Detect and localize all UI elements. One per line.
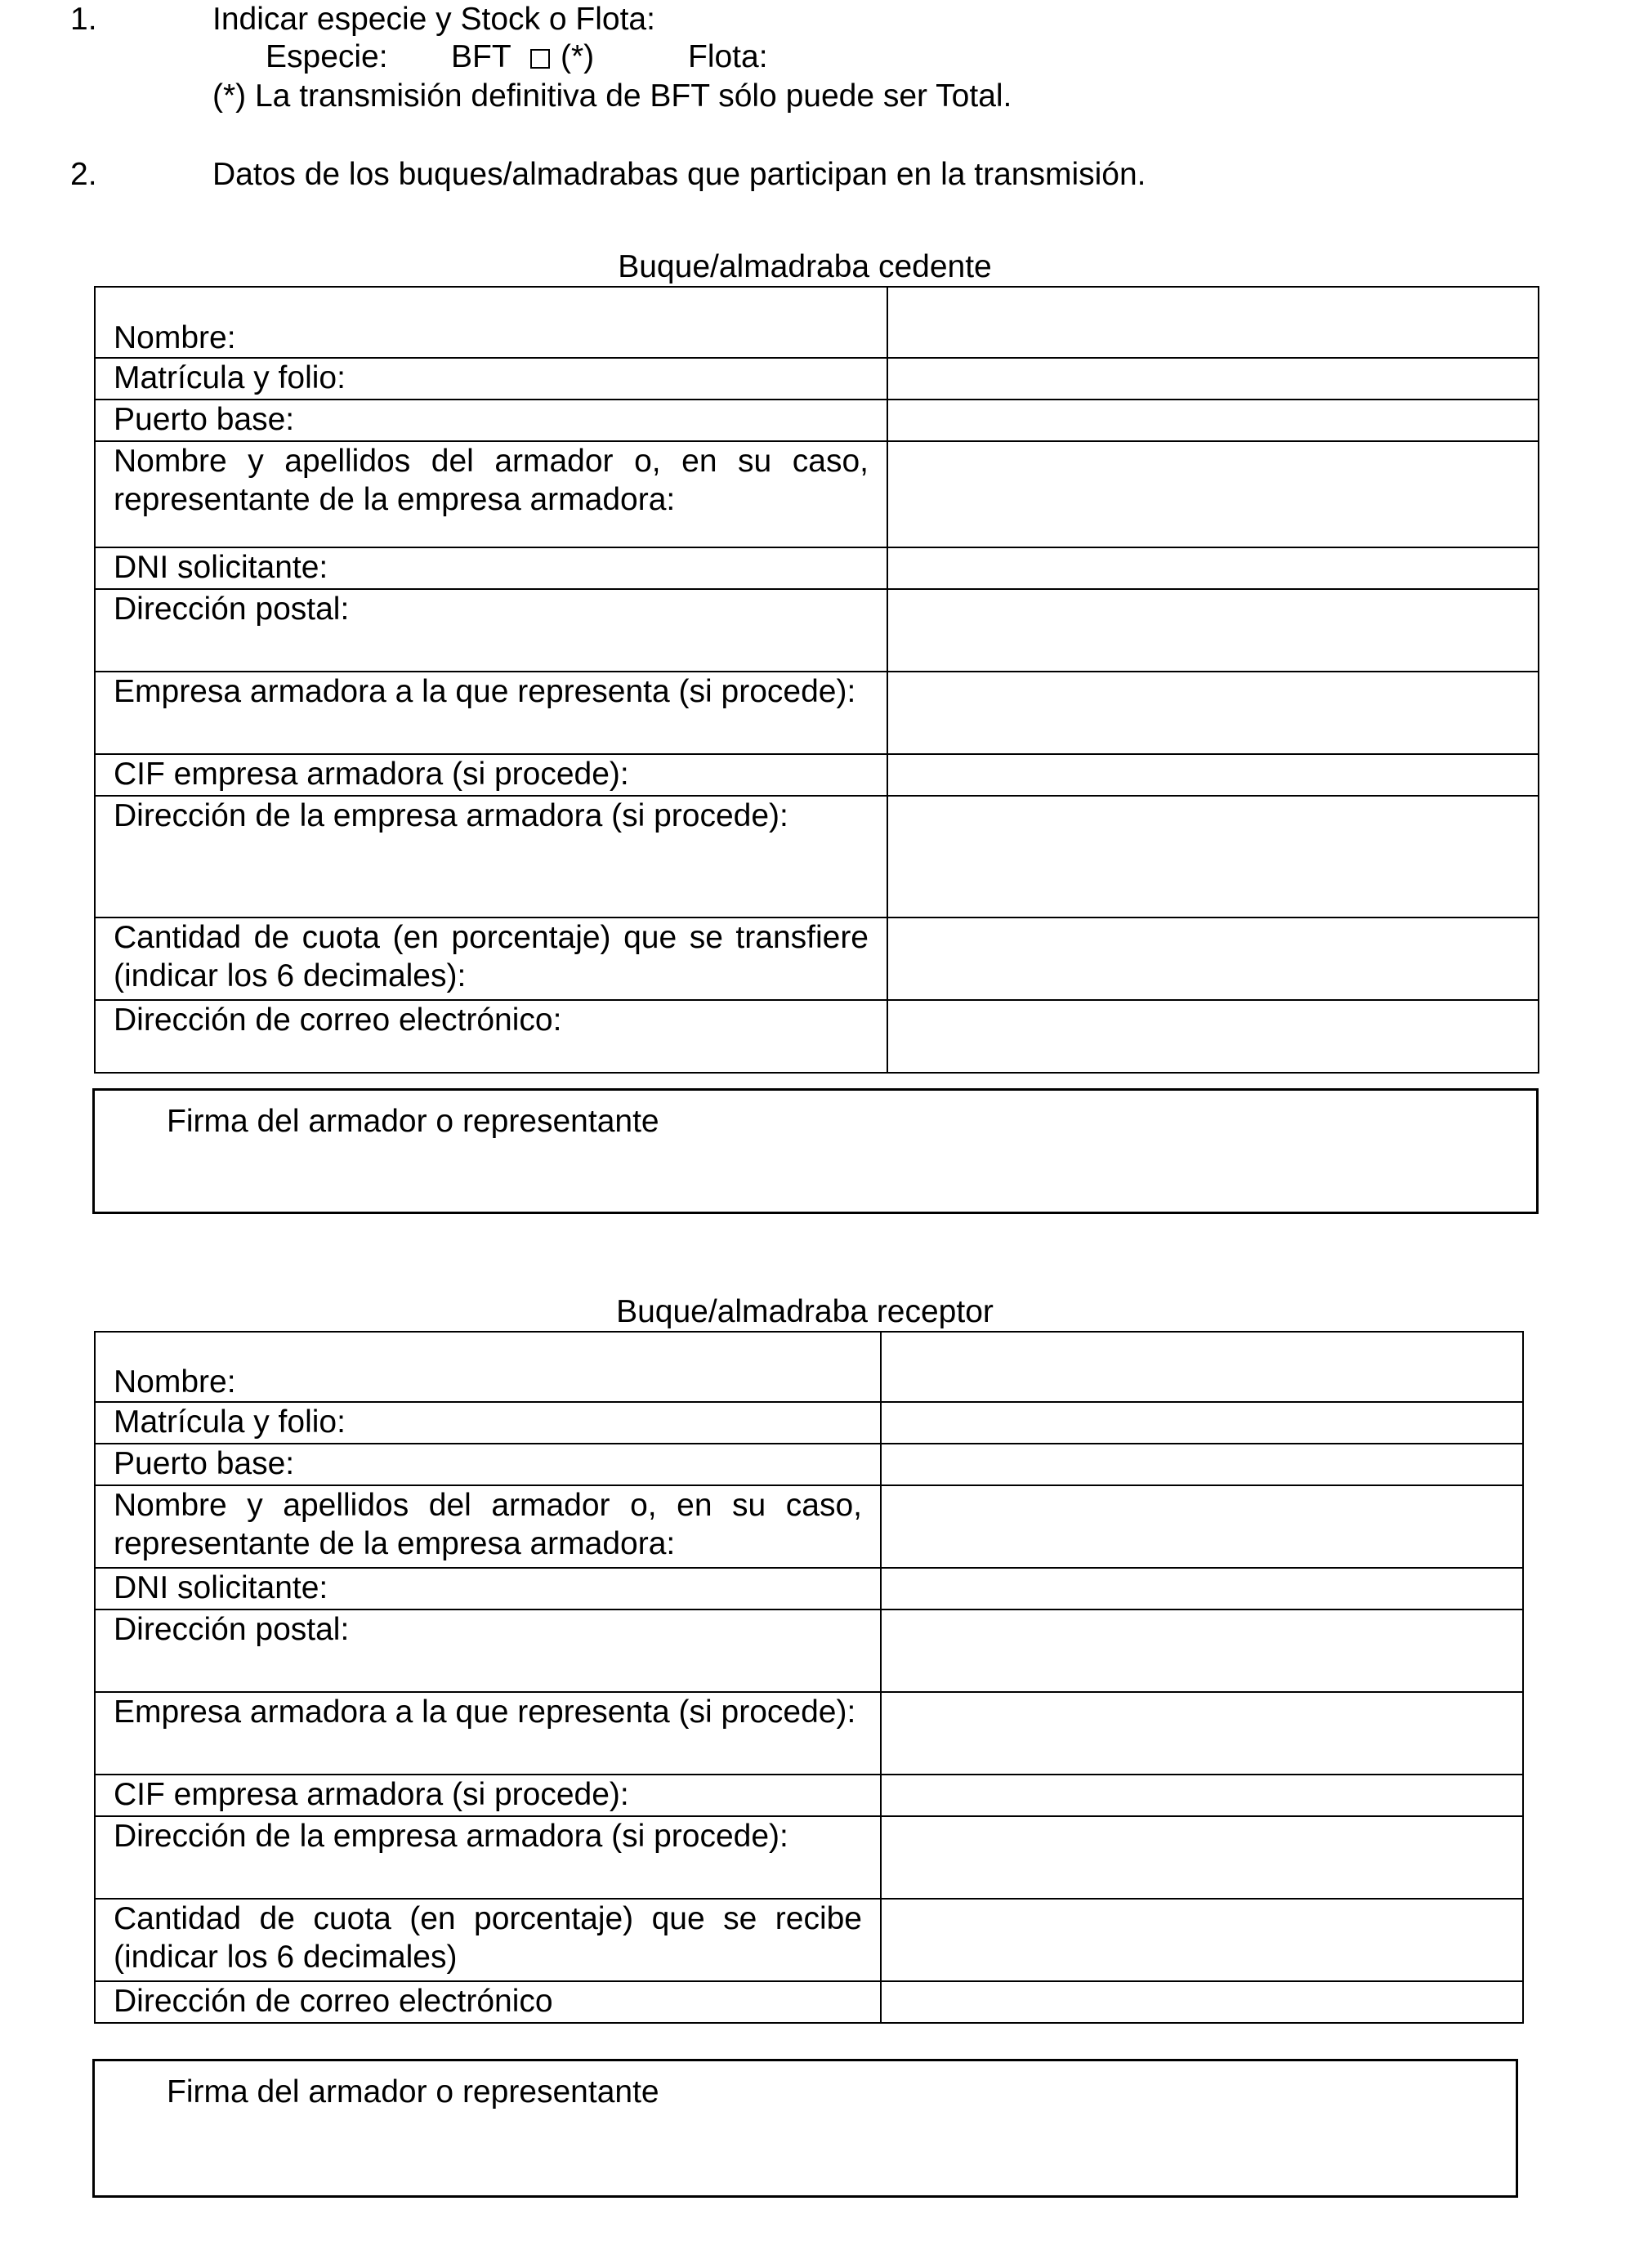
cedente-label-direccion: Dirección postal:	[95, 589, 887, 672]
table-row	[95, 287, 1539, 358]
receptor-input-dni[interactable]	[881, 1568, 1523, 1609]
receptor-input-empresa[interactable]	[881, 1692, 1523, 1775]
table-row	[95, 1568, 1523, 1609]
species-value: BFT	[451, 39, 511, 74]
cedente-label-dni: DNI solicitante:	[95, 547, 887, 589]
cedente-label-empresa: Empresa armadora a la que representa (si procede):	[95, 672, 887, 754]
cedente-input-armador[interactable]	[887, 441, 1539, 547]
receptor-label-nombre: Nombre:	[95, 1332, 881, 1402]
cedente-signature-box[interactable]	[92, 1088, 1539, 1214]
cedente-label-nombre: Nombre:	[95, 287, 887, 358]
receptor-input-armador[interactable]	[881, 1485, 1523, 1568]
table-row	[95, 1981, 1523, 2023]
receptor-label-cuota: Cantidad de cuota (en porcentaje) que se recibe (indicar los 6 decimales)	[95, 1899, 881, 1981]
receptor-input-direccion[interactable]	[881, 1609, 1523, 1692]
table-row	[95, 754, 1539, 796]
cedente-input-puerto[interactable]	[887, 400, 1539, 441]
cedente-input-direccion[interactable]	[887, 589, 1539, 672]
table-row	[95, 400, 1539, 441]
cedente-label-matricula: Matrícula y folio:	[95, 358, 887, 400]
receptor-label-direccion-empresa: Dirección de la empresa armadora (si procede):	[95, 1816, 881, 1899]
species-checkbox[interactable]	[530, 38, 550, 76]
receptor-caption: Buque/almadraba receptor	[616, 1294, 994, 1329]
cedente-label-direccion-empresa: Dirección de la empresa armadora (si procede):	[95, 796, 887, 917]
receptor-input-email[interactable]	[881, 1981, 1523, 2023]
cedente-label-email: Dirección de correo electrónico:	[95, 1000, 887, 1073]
species-note: (*)	[561, 39, 595, 74]
receptor-input-puerto[interactable]	[881, 1444, 1523, 1485]
receptor-label-empresa: Empresa armadora a la que representa (si procede):	[95, 1692, 881, 1775]
section1-number: 1.	[70, 2, 97, 37]
cedente-input-empresa[interactable]	[887, 672, 1539, 754]
cedente-label-cuota: Cantidad de cuota (en porcentaje) que se transfiere (indicar los 6 decimales):	[95, 917, 887, 1000]
table-row	[95, 1692, 1523, 1775]
cedente-label-puerto: Puerto base:	[95, 400, 887, 441]
cedente-label-armador: Nombre y apellidos del armador o, en su caso, representante de la empresa armadora:	[95, 441, 887, 547]
checkbox-icon	[530, 49, 550, 69]
table-row	[95, 547, 1539, 589]
cedente-input-dni[interactable]	[887, 547, 1539, 589]
receptor-input-direccion-empresa[interactable]	[881, 1816, 1523, 1899]
cedente-signature-label: Firma del armador o representante	[167, 1104, 659, 1139]
receptor-input-cuota[interactable]	[881, 1899, 1523, 1981]
table-row	[95, 672, 1539, 754]
table-row	[95, 589, 1539, 672]
receptor-signature-box[interactable]	[92, 2059, 1518, 2198]
table-row	[95, 1485, 1523, 1568]
section2-title: Datos de los buques/almadrabas que participan en la transmisión.	[212, 157, 1146, 192]
receptor-label-dni: DNI solicitante:	[95, 1568, 881, 1609]
receptor-label-email: Dirección de correo electrónico	[95, 1981, 881, 2023]
section1-title: Indicar especie y Stock o Flota:	[212, 2, 655, 37]
table-row	[95, 1000, 1539, 1073]
cedente-table	[94, 286, 1539, 1074]
table-row	[95, 441, 1539, 547]
table-row	[95, 1775, 1523, 1816]
table-row	[95, 1899, 1523, 1981]
cedente-input-matricula[interactable]	[887, 358, 1539, 400]
receptor-label-armador: Nombre y apellidos del armador o, en su caso, representante de la empresa armadora:	[95, 1485, 881, 1568]
cedente-input-nombre[interactable]	[887, 287, 1539, 358]
table-row	[95, 1402, 1523, 1444]
cedente-input-cif[interactable]	[887, 754, 1539, 796]
receptor-input-matricula[interactable]	[881, 1402, 1523, 1444]
fleet-label: Flota:	[688, 39, 768, 74]
table-row	[95, 796, 1539, 917]
table-row	[95, 917, 1539, 1000]
receptor-input-cif[interactable]	[881, 1775, 1523, 1816]
table-row	[95, 1609, 1523, 1692]
section2-number: 2.	[70, 157, 97, 192]
cedente-label-cif: CIF empresa armadora (si procede):	[95, 754, 887, 796]
receptor-label-matricula: Matrícula y folio:	[95, 1402, 881, 1444]
receptor-label-direccion: Dirección postal:	[95, 1609, 881, 1692]
receptor-label-cif: CIF empresa armadora (si procede):	[95, 1775, 881, 1816]
receptor-signature-label: Firma del armador o representante	[167, 2074, 659, 2110]
cedente-input-direccion-empresa[interactable]	[887, 796, 1539, 917]
table-row	[95, 1816, 1523, 1899]
cedente-caption: Buque/almadraba cedente	[618, 249, 992, 284]
table-row	[95, 1332, 1523, 1402]
cedente-input-email[interactable]	[887, 1000, 1539, 1073]
receptor-label-puerto: Puerto base:	[95, 1444, 881, 1485]
receptor-input-nombre[interactable]	[881, 1332, 1523, 1402]
receptor-table	[94, 1331, 1524, 2024]
species-label: Especie:	[266, 39, 388, 74]
cedente-input-cuota[interactable]	[887, 917, 1539, 1000]
table-row	[95, 1444, 1523, 1485]
table-row	[95, 358, 1539, 400]
section1-footnote: (*) La transmisión definitiva de BFT sólo puede ser Total.	[212, 78, 1012, 114]
